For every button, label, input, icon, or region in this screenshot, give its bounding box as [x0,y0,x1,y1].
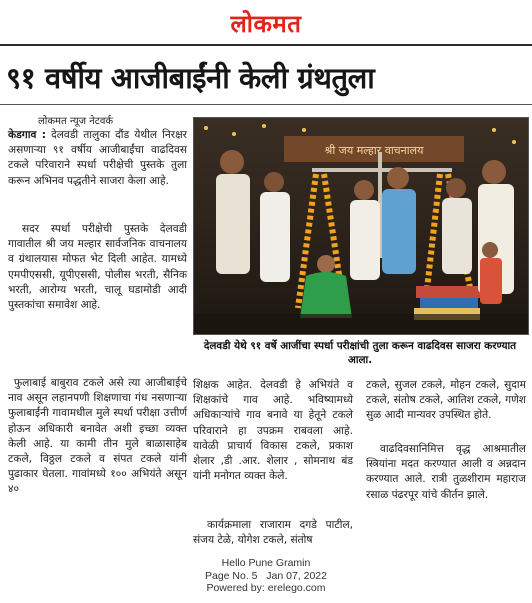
article-paragraph-7: वाढदिवसानिमित्त वृद्ध आश्रमातील स्त्रियांना मदत करण्यात आली व अन्नदान करण्यात आले. रात्री तुळशीराम महाराज रसाळ पंढरपूर यांचे कीर्तन झाले. [366,443,526,501]
article-paragraph-6: टकले, सुजल टकले, मोहन टकले, सुदाम टकले, संतोष टकले, आतिश टकले, गणेश सुळ आदी मान्यवर उपस्थित होते. [366,379,526,422]
paragraph-1-body: देलवडी तालुका दौंड येथील निरक्षर असणाऱ्या ९१ वर्षीय आजीबाईंचा वाढदिवस टकले परिवाराने स्पर्धा परीक्षेची पुस्तके तुला करून अभिनव पद्धतीने साजरा केला आहे. [8,129,187,187]
photo-illustration [194,118,528,334]
headline-rule [0,104,532,105]
article-paragraph-1 [8,128,187,189]
article-paragraph-3: फुलाबाई बाबुराव टकले असे त्या आजीबाईचे नाव असून लहानपणी शिक्षणाचा गंध नसणाऱ्या फुलाबाईंनी गावामधील मुले स्पर्धा परीक्षा उत्तीर्ण होऊन अधिकारी बनावेत अशी इच्छा व्यक्त केली आहे. या कामी तीन मुले बाळासाहेब टकले, विठ्ठल टकले व संपत टकले यांनी पुढाकार घेतला. गावांमध्ये १०० अभियंते असून ४० [8,377,187,496]
lokmat-logo: लोकमत [230,9,302,38]
article-photo [193,117,529,335]
masthead-rule [0,44,532,46]
footer-edition: Hello Pune Gramin [221,557,311,569]
article-headline: ९१ वर्षीय आजीबाईंनी केली ग्रंथतुला [6,61,375,95]
article-paragraph-4: शिक्षक आहेत. देलवडी हे अभियंते व शिक्षकांचे गाव आहे. भविष्यामध्ये अधिकाऱ्यांचे गाव बनावे या हेतूने टकले परिवाराने हा उपक्रम राबवला आहे. यावेळी प्राचार्य विकास टकले, प्रकाश शेलार ,डी .आर. शेलार , सोमनाथ बंड यांनी मनोगत व्यक्त केले. [193,379,353,483]
page-footer [0,557,532,595]
masthead [0,0,532,44]
photo-banner-text: श्री जय मल्हार वाचनालय [324,144,424,157]
article-paragraph-5: कार्यक्रमाला राजाराम दगडे पाटील, संजय टेळे, योगेश टकले, संतोष [193,519,353,547]
article-paragraph-2: सदर स्पर्धा परीक्षेची पुस्तके देलवडी गावातील श्री जय मल्हार सार्वजनिक वाचनालय व ग्रंथालयास मोफत भेट दिली आहेत. यामध्ये एमपीएससी, यूपीएससी, पोलीस भरती, सैनिक भरती, आरोग्य भरती, चालू घडामोडी आदी पुस्तकांचा समावेश आहे. [8,223,187,312]
footer-powered-by: Powered by: erelego.com [206,582,326,594]
byline: लोकमत न्यूज नेटवर्क [38,116,114,127]
photo-caption: देलवडी येथे ९१ वर्षे आजींचा स्पर्धा परीक्षांची तुला करून वाढदिवस साजरा करण्यात आला. [203,340,517,366]
dateline: केडगाव : [8,129,47,141]
footer-page-date: Page No. 5 Jan 07, 2022 [204,569,327,582]
